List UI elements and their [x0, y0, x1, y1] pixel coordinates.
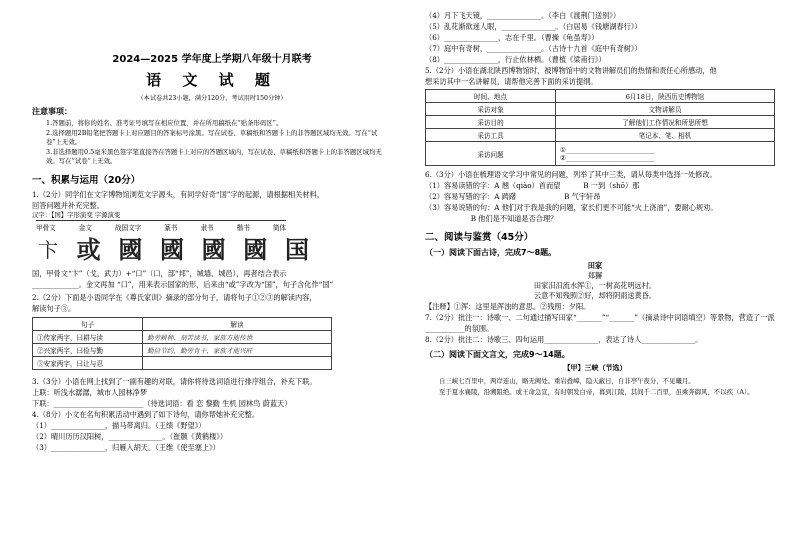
glyph-row — [32, 236, 312, 264]
table-cell: 采访问题 — [426, 142, 556, 166]
table-cell: 勤俭节约，勤劳肯干，家族才能兴旺 — [143, 344, 332, 357]
table-cell: 时间、地点 — [426, 90, 556, 103]
glyph-warring: 國 — [118, 235, 143, 264]
q2-intro: 解读句子③。 — [32, 304, 76, 313]
table-header: 句子 — [33, 318, 143, 331]
essay-title: 【甲】三峡（节选） — [563, 363, 627, 372]
table-cell: 采访工具 — [426, 129, 556, 142]
q4-item: （2）晴川历历汉阳树，_______________。（崔颢《黄鹤楼》） — [32, 432, 228, 441]
q8: 8.（2分）批注二：诗歌三、四句运用_______________，表达了诗人_______________。 — [425, 335, 703, 344]
q4-intro: 4.（8分）小文在名句积累活动中遇到了如下诗句，请你帮她补充完整。 — [32, 410, 260, 419]
table-header: 解读 — [143, 318, 332, 331]
script-stage-ribbon — [36, 220, 286, 232]
glyph-clerical: 國 — [201, 235, 226, 264]
left-column — [32, 50, 402, 549]
table-row — [33, 357, 332, 370]
q2-intro: 2.（2分）下面是小语同学在《尊氏家训》摘录的部分句子，请将句子①②③的解读内容， — [32, 293, 317, 302]
glyph-regular: 國 — [243, 235, 268, 264]
q6-intro: 6.（3分）小语在梳理语文学习中常见的问题，列举了其中三类，请从每类中选择一处修改。 — [425, 170, 717, 179]
notice-title: 注意事项： — [32, 107, 72, 116]
notice-item: 1.答题前，将你的姓名、准考证号填写在相应位置，并在所用稿纸在“贴条形码区”。 — [46, 119, 283, 127]
q5-intro: 5.（2分）小语在湖北陕西博物馆时，被博物馆中的文物讲解员们的热情和责任心所感动，他 — [425, 66, 717, 75]
notice-item: 2.选择题用2B铅笔把答题卡上对应题目的答案标号涂黑。写在试卷、草稿纸和答题卡上的非答题区域均无效。写在“试卷”上无效。 — [46, 128, 378, 146]
glyph-simplified: 国 — [284, 235, 309, 264]
q3-upper: 上联：听浅水潺潺，城市人园林净梦 — [32, 388, 148, 397]
stage-label: 隶书 — [200, 224, 214, 232]
subject-title: 语 文 试 题 — [146, 71, 278, 89]
q1-intro: 回答问题并补充完整。 — [32, 200, 104, 210]
poem-title: 田家 — [587, 261, 603, 270]
prose-paragraph: 自三峡七百里中，两岸连山，略无阙处。重岩叠嶂，隐天蔽日，自非亭午夜分，不见曦月。 — [439, 377, 695, 385]
prose-paragraph: 至于夏水襄陵，沿溯阻绝。或王命急宣，有时朝发白帝，暮到江陵，其间千二百里，虽乘奔御风，不以疾（A）。 — [439, 387, 754, 396]
table-cell: 笔记本、笔、相机 — [556, 129, 775, 142]
q7: 7.（2分）批注一：诗歌一、二句通过描写田家“_______”“_______”（摘录诗中词语填空）等景物，营造了一派___________的氛围。 — [425, 313, 775, 333]
glyph-bronze: 或 — [76, 235, 101, 264]
table-cell: ②兴家两字，曰俭与勤 — [33, 344, 143, 357]
q1-line: 国，甲骨文“卞”（戈，武力）+“口”（口，部“邦”，城墙、城邑），再者结合表示 — [32, 269, 287, 278]
stage-label: 简体 — [272, 224, 286, 232]
answer-cell[interactable] — [143, 357, 332, 370]
table-cell: 文物讲解员 — [556, 103, 775, 116]
q6-item: （2）容易写错的字：A 踌躇 B 气宇轩昂 — [425, 192, 601, 201]
table-row — [426, 142, 775, 166]
table-cell: 6月18日，陕西历史博物馆 — [556, 90, 775, 103]
notice-item: 3.非选择题用0.5毫米黑色签字笔直接答在答题卡上对应的答题区域内，写在试卷、草稿纸和答题卡上的非答题区域均无效。写在“试卷”上无效。 — [46, 147, 382, 165]
poem-line: 云意不知残照②好，却将阴雨送黄昏。 — [533, 291, 657, 300]
q6-item: B 他们是不知道是否合理？ — [425, 214, 558, 223]
q4-item: （6）_______________，志在千里。（曹操《龟虽寿》） — [425, 33, 599, 42]
q4-item: （1）_______________，描马带离归。（王绩《野望》） — [32, 421, 206, 430]
poem-line: 田家汨汨流水浑①，一树高花明远村。 — [533, 281, 657, 290]
section-1-title: 一、积累与运用（20分） — [32, 174, 141, 186]
stage-label: 战国文字 — [114, 224, 142, 232]
q3-intro: 3.（3分）小语在网上找到了一副有趣的对联，请你将待选词语进行排序组合，补充下联。 — [32, 377, 317, 386]
table-row — [426, 116, 775, 129]
q4-item: （4）月下飞天镜，_______________。（李白《渡荆门送别》） — [425, 11, 621, 20]
q4-item: （7）庭中有奇树，_______________。（古诗十九首《庭中有奇树》） — [425, 44, 642, 53]
q4-item: （3）_______________，归雁入胡天。（王维《使至塞上》） — [32, 443, 220, 452]
q4-item: （8）_______________，行止依林栖。（曹植《梁甫行》） — [425, 55, 606, 64]
table-cell: 采访目的 — [426, 116, 556, 129]
stage-label: 篆书 — [164, 224, 178, 232]
table-row — [426, 103, 775, 116]
glyph-oracle: 卞 — [38, 238, 56, 262]
poem-note: 【注释】①浑：这里是浑浊的意思。②残照：夕阳。 — [425, 302, 591, 311]
q5-intro: 想采访其中一名讲解员，请帮他完善下面的采访提纲。 — [425, 77, 598, 86]
right-column — [425, 10, 794, 549]
q6-item: （3）容易说错的句：A 他们对于我是我的问题，家长们更不可能“火上浇油”，要耐心规劝。 — [425, 203, 718, 212]
glyph-seal: 國 — [159, 235, 184, 264]
q3-lower: 下联：_________________________（待选词语：看 恋 黎勤 生机 园林鸟 蔚蓝天） — [32, 399, 292, 408]
q2-table — [32, 317, 332, 370]
table-cell: 采访对象 — [426, 103, 556, 116]
table-cell: ①传家两字，曰耕与读 — [33, 331, 143, 344]
exam-note: （本试卷共23小题，满分120分，考试用时150分钟） — [137, 95, 287, 102]
table-cell: 勤劳耕种、刻苦读书，家族方能传世 — [143, 331, 332, 344]
q1-intro: 1.（2分）同学们在文字博物馆浏览文字源头，有同学好奇“国”字的起源，请根据相关材料， — [32, 189, 324, 199]
part-2-title: （二）阅读下面文言文，完成9～14题。 — [425, 350, 570, 359]
table-row — [426, 90, 775, 103]
stage-label: 楷书 — [236, 224, 250, 232]
table-cell: ③安家两字，曰让与忍 — [33, 357, 143, 370]
stage-label: 甲骨文 — [36, 224, 56, 232]
interview-table — [425, 89, 775, 166]
table-row — [426, 129, 775, 142]
section-2-title: 二、阅读与鉴赏（45分） — [425, 232, 534, 243]
part-1-title: （一）阅读下面古诗，完成7～8题。 — [425, 248, 557, 257]
poem-author: 郑獬 — [587, 271, 603, 280]
q6-item: （1）容易读错的字：A 翘（qiào）首而望 B 一到（shō）那 — [425, 181, 640, 190]
exam-title: 2024—2025 学年度上学期八年级十月联考 — [112, 54, 312, 65]
q4-item: （5）乱花渐欲迷人眼，_______________。（白居易《钱塘湖春行》） — [425, 22, 642, 31]
stage-label: 金文 — [78, 224, 92, 232]
table-row — [33, 344, 332, 357]
ribbon-label: 汉字：【国】字形演变 字源演变 — [32, 210, 121, 219]
table-cell: 了解他们工作情况和所思所想 — [556, 116, 775, 129]
q1-line: _____________。金文再加 “口”，用来表示国家的形，后来由“或”字改为“国”，句子含化作“国” — [32, 280, 334, 289]
answer-cell[interactable]: ①___________________________ ②___________________________ — [556, 142, 775, 166]
table-row — [33, 331, 332, 344]
